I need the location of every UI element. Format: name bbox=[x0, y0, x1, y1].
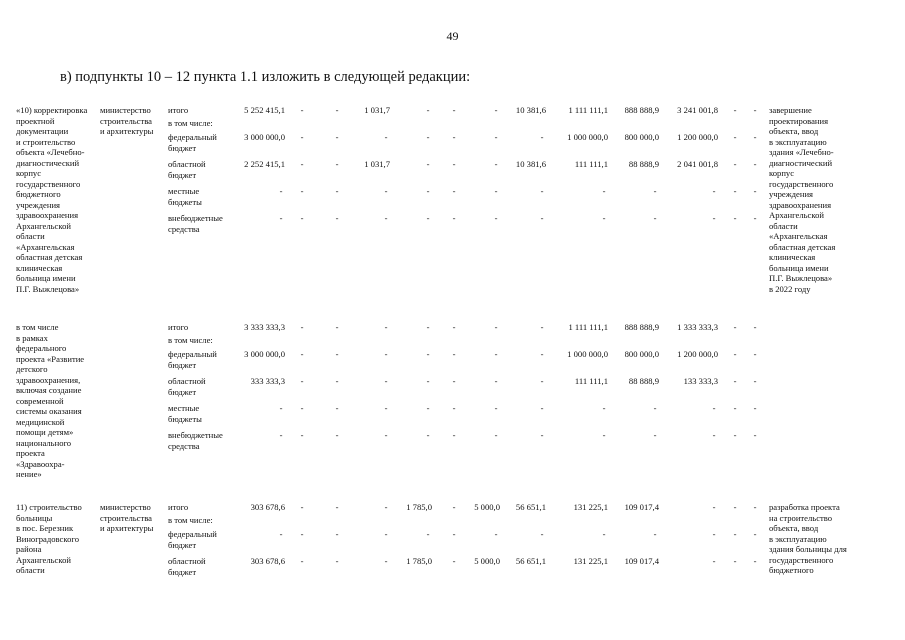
table-cell: - bbox=[452, 213, 456, 223]
table-cell: - bbox=[335, 403, 339, 413]
table-cell: - bbox=[753, 430, 757, 440]
table-cell: - bbox=[540, 349, 544, 359]
table-cell: - bbox=[733, 376, 737, 386]
funding-source-label: итого bbox=[168, 502, 189, 512]
table-cell: - bbox=[540, 213, 544, 223]
table-cell: - bbox=[494, 213, 498, 223]
table-cell: - bbox=[494, 186, 498, 196]
table-cell: 10 381,6 bbox=[515, 159, 546, 169]
table-cell: - bbox=[300, 349, 304, 359]
table-cell: - bbox=[602, 430, 606, 440]
table-cell: - bbox=[426, 105, 430, 115]
table-cell: - bbox=[753, 529, 757, 539]
table-cell: - bbox=[733, 213, 737, 223]
table-cell: - bbox=[335, 502, 339, 512]
table-cell: 5 252 415,1 bbox=[244, 105, 285, 115]
table-cell: - bbox=[733, 349, 737, 359]
funding-source-label: итого bbox=[168, 105, 189, 115]
table-cell: - bbox=[452, 502, 456, 512]
table-cell: - bbox=[733, 159, 737, 169]
table-cell: - bbox=[426, 186, 430, 196]
table-cell: - bbox=[452, 322, 456, 332]
table-cell: - bbox=[300, 430, 304, 440]
funding-source-label: итого bbox=[168, 322, 189, 332]
table-cell: - bbox=[300, 322, 304, 332]
executor-name: министерство строительства и архитектуры bbox=[100, 105, 154, 136]
section-title: «10) корректировка проектной документации и строительство объекта «Лечебно- диагностический корпус государственного бюджетного учреждения здравоохранения Архангельской области «Архангельская областная детская клиническая больница имени П.Г. Выжлецова» bbox=[16, 105, 88, 294]
table-cell: 88 888,9 bbox=[628, 376, 659, 386]
table-cell: - bbox=[602, 403, 606, 413]
funding-source-label: федеральный бюджет bbox=[168, 529, 217, 550]
table-cell: 56 651,1 bbox=[515, 502, 546, 512]
table-cell: - bbox=[335, 322, 339, 332]
table-cell: - bbox=[452, 556, 456, 566]
table-cell: - bbox=[384, 430, 388, 440]
amendment-heading: в) подпункты 10 – 12 пункта 1.1 изложить в следующей редакции: bbox=[60, 69, 471, 85]
table-cell: - bbox=[540, 376, 544, 386]
funding-source-label: областной бюджет bbox=[168, 556, 206, 577]
table-cell: - bbox=[733, 132, 737, 142]
funding-source-label: внебюджетные средства bbox=[168, 430, 223, 451]
table-cell: - bbox=[335, 349, 339, 359]
table-cell: - bbox=[426, 430, 430, 440]
table-cell: - bbox=[733, 556, 737, 566]
table-cell: - bbox=[426, 132, 430, 142]
executor-name: министерство строительства и архитектуры bbox=[100, 502, 154, 533]
funding-source-label: в том числе: bbox=[168, 335, 213, 345]
table-cell: - bbox=[426, 322, 430, 332]
table-cell: - bbox=[279, 186, 283, 196]
table-cell: - bbox=[753, 213, 757, 223]
table-cell: - bbox=[712, 213, 716, 223]
funding-source-label: областной бюджет bbox=[168, 159, 206, 180]
table-cell: 5 000,0 bbox=[474, 502, 500, 512]
table-cell: - bbox=[452, 529, 456, 539]
table-cell: 109 017,4 bbox=[624, 502, 659, 512]
table-cell: 1 785,0 bbox=[406, 556, 432, 566]
table-cell: - bbox=[335, 556, 339, 566]
table-cell: - bbox=[384, 403, 388, 413]
table-cell: - bbox=[300, 376, 304, 386]
table-cell: - bbox=[494, 105, 498, 115]
funding-source-label: в том числе: bbox=[168, 118, 213, 128]
table-cell: 333 333,3 bbox=[250, 376, 285, 386]
table-cell: 3 000 000,0 bbox=[244, 132, 285, 142]
table-cell: - bbox=[279, 430, 283, 440]
table-cell: - bbox=[335, 105, 339, 115]
table-cell: - bbox=[300, 403, 304, 413]
table-cell: - bbox=[653, 213, 657, 223]
table-cell: 888 888,9 bbox=[624, 105, 659, 115]
table-cell: - bbox=[300, 556, 304, 566]
table-cell: - bbox=[653, 529, 657, 539]
table-cell: - bbox=[300, 105, 304, 115]
table-cell: - bbox=[753, 376, 757, 386]
table-cell: 131 225,1 bbox=[573, 502, 608, 512]
funding-source-label: областной бюджет bbox=[168, 376, 206, 397]
table-cell: 1 000 000,0 bbox=[567, 132, 608, 142]
section-title: 11) строительство больницы в пос. Березник Виноградовского района Архангельской области bbox=[16, 502, 82, 575]
table-cell: - bbox=[384, 349, 388, 359]
table-cell: 56 651,1 bbox=[515, 556, 546, 566]
table-cell: 303 678,6 bbox=[250, 502, 285, 512]
table-cell: - bbox=[712, 502, 716, 512]
table-cell: - bbox=[335, 186, 339, 196]
table-cell: - bbox=[602, 186, 606, 196]
table-cell: - bbox=[753, 186, 757, 196]
table-cell: 2 252 415,1 bbox=[244, 159, 285, 169]
table-cell: - bbox=[384, 376, 388, 386]
table-cell: - bbox=[426, 403, 430, 413]
funding-source-label: в том числе: bbox=[168, 515, 213, 525]
table-cell: - bbox=[712, 529, 716, 539]
table-cell: - bbox=[384, 556, 388, 566]
table-cell: - bbox=[753, 132, 757, 142]
table-cell: - bbox=[300, 132, 304, 142]
table-cell: - bbox=[384, 132, 388, 142]
table-cell: - bbox=[494, 132, 498, 142]
table-cell: - bbox=[300, 502, 304, 512]
table-cell: - bbox=[384, 502, 388, 512]
table-cell: - bbox=[452, 349, 456, 359]
table-cell: - bbox=[653, 403, 657, 413]
table-cell: 88 888,9 bbox=[628, 159, 659, 169]
table-cell: - bbox=[335, 159, 339, 169]
table-cell: - bbox=[753, 403, 757, 413]
funding-source-label: местные бюджеты bbox=[168, 403, 202, 424]
table-cell: - bbox=[733, 403, 737, 413]
funding-source-label: местные бюджеты bbox=[168, 186, 202, 207]
table-cell: - bbox=[494, 349, 498, 359]
table-cell: - bbox=[733, 186, 737, 196]
table-cell: 10 381,6 bbox=[515, 105, 546, 115]
table-cell: - bbox=[300, 186, 304, 196]
table-cell: - bbox=[384, 186, 388, 196]
expected-result: разработка проекта на строительство объекта, ввод в эксплуатацию здания больницы для государственного бюджетного bbox=[769, 502, 847, 575]
table-cell: - bbox=[733, 529, 737, 539]
table-cell: - bbox=[733, 105, 737, 115]
table-cell: - bbox=[733, 322, 737, 332]
table-cell: - bbox=[540, 529, 544, 539]
funding-source-label: внебюджетные средства bbox=[168, 213, 223, 234]
table-cell: 800 000,0 bbox=[624, 132, 659, 142]
table-cell: - bbox=[426, 213, 430, 223]
table-cell: - bbox=[712, 403, 716, 413]
table-cell: 3 000 000,0 bbox=[244, 349, 285, 359]
table-cell: - bbox=[540, 322, 544, 332]
table-cell: 1 333 333,3 bbox=[677, 322, 718, 332]
table-cell: 111 111,1 bbox=[574, 159, 608, 169]
table-cell: - bbox=[540, 132, 544, 142]
table-cell: - bbox=[494, 159, 498, 169]
table-cell: 1 111 111,1 bbox=[568, 105, 608, 115]
table-cell: - bbox=[335, 132, 339, 142]
table-cell: - bbox=[753, 105, 757, 115]
table-cell: 131 225,1 bbox=[573, 556, 608, 566]
table-cell: - bbox=[452, 132, 456, 142]
table-cell: 1 031,7 bbox=[364, 105, 390, 115]
table-cell: - bbox=[384, 322, 388, 332]
table-cell: 5 000,0 bbox=[474, 556, 500, 566]
table-cell: 109 017,4 bbox=[624, 556, 659, 566]
table-cell: - bbox=[384, 213, 388, 223]
table-cell: - bbox=[733, 502, 737, 512]
table-cell: - bbox=[452, 105, 456, 115]
table-cell: 1 200 000,0 bbox=[677, 132, 718, 142]
table-cell: 133 333,3 bbox=[683, 376, 718, 386]
table-cell: - bbox=[602, 213, 606, 223]
page-number: 49 bbox=[446, 29, 459, 43]
table-cell: - bbox=[279, 213, 283, 223]
table-cell: - bbox=[753, 502, 757, 512]
table-cell: - bbox=[602, 529, 606, 539]
table-cell: - bbox=[426, 159, 430, 169]
table-cell: 2 041 001,8 bbox=[677, 159, 718, 169]
expected-result: завершение проектирования объекта, ввод в эксплуатацию здания «Лечебно- диагностический корпус государственного учреждения здравоохранения Архангельской области «Архангельская областная детская клиническая больница имени П.Г. Выжлецова» в 2022 году bbox=[769, 105, 836, 294]
table-cell: - bbox=[426, 376, 430, 386]
table-cell: 1 000 000,0 bbox=[567, 349, 608, 359]
table-cell: - bbox=[300, 213, 304, 223]
table-cell: 303 678,6 bbox=[250, 556, 285, 566]
table-cell: - bbox=[494, 376, 498, 386]
table-cell: - bbox=[494, 322, 498, 332]
table-cell: - bbox=[540, 186, 544, 196]
table-cell: - bbox=[753, 159, 757, 169]
table-cell: - bbox=[540, 403, 544, 413]
table-cell: 3 333 333,3 bbox=[244, 322, 285, 332]
table-cell: - bbox=[335, 213, 339, 223]
funding-source-label: федеральный бюджет bbox=[168, 132, 217, 153]
table-cell: - bbox=[300, 159, 304, 169]
funding-source-label: федеральный бюджет bbox=[168, 349, 217, 370]
table-cell: - bbox=[733, 430, 737, 440]
table-cell: 1 785,0 bbox=[406, 502, 432, 512]
section-title: в том числе в рамках федерального проекта «Развитие детского здравоохранения, включая создание современной системы оказания медицинской помощи детям» национального проекта «Здравоохра- нение» bbox=[16, 322, 85, 479]
table-cell: - bbox=[452, 403, 456, 413]
table-cell: - bbox=[426, 529, 430, 539]
table-cell: - bbox=[335, 376, 339, 386]
table-cell: - bbox=[494, 529, 498, 539]
table-cell: - bbox=[300, 529, 304, 539]
table-cell: - bbox=[494, 430, 498, 440]
table-cell: 1 200 000,0 bbox=[677, 349, 718, 359]
table-cell: - bbox=[712, 556, 716, 566]
table-cell: - bbox=[452, 430, 456, 440]
table-cell: 3 241 001,8 bbox=[677, 105, 718, 115]
table-cell: - bbox=[452, 376, 456, 386]
table-cell: 888 888,9 bbox=[624, 322, 659, 332]
table-cell: - bbox=[712, 430, 716, 440]
table-cell: - bbox=[712, 186, 716, 196]
table-cell: - bbox=[452, 186, 456, 196]
table-cell: - bbox=[653, 430, 657, 440]
table-cell: - bbox=[753, 556, 757, 566]
table-cell: - bbox=[426, 349, 430, 359]
table-cell: 1 111 111,1 bbox=[568, 322, 608, 332]
table-cell: - bbox=[279, 529, 283, 539]
table-cell: 800 000,0 bbox=[624, 349, 659, 359]
table-cell: - bbox=[753, 349, 757, 359]
table-cell: - bbox=[540, 430, 544, 440]
table-cell: - bbox=[494, 403, 498, 413]
table-cell: - bbox=[279, 403, 283, 413]
table-cell: - bbox=[653, 186, 657, 196]
table-cell: 111 111,1 bbox=[574, 376, 608, 386]
table-cell: - bbox=[335, 430, 339, 440]
table-cell: - bbox=[384, 529, 388, 539]
table-cell: 1 031,7 bbox=[364, 159, 390, 169]
table-cell: - bbox=[335, 529, 339, 539]
table-cell: - bbox=[452, 159, 456, 169]
table-cell: - bbox=[753, 322, 757, 332]
